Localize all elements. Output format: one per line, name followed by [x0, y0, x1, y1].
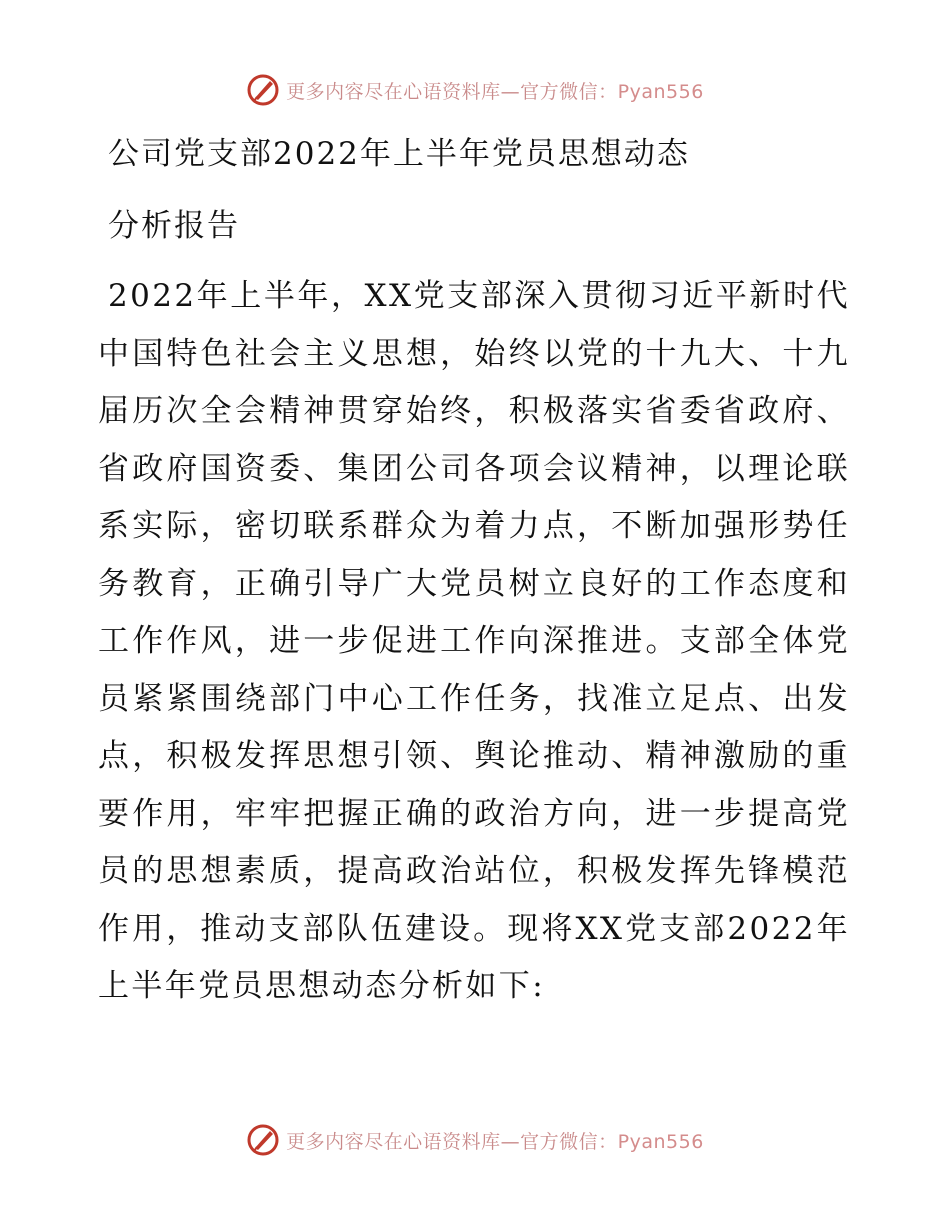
header-watermark: [0, 70, 950, 110]
document-body-paragraph: 2022年上半年，XX党支部深入贯彻习近平新时代中国特色社会主义思想，始终以党的十九大、十九届历次全会精神贯穿始终，积极落实省委省政府、省政府国资委、集团公司各项会议精神，以理论联系实际，密切联系群众为着力点，不断加强形势任务教育，正确引导广大党员树立良好的工作态度和工作作风，进一步促进工作向深推进。支部全体党员紧紧围绕部门中心工作任务，找准立足点、出发点，积极发挥思想引领、舆论推动、精神激励的重要作用，牢牢把握正确的政治方向，进一步提高党员的思想素质，提高政治站位，积极发挥先锋模范作用，推动支部队伍建设。现将XX党支部2022年上半年党员思想动态分析如下:: [98, 278, 850, 1004]
document-title-line-2: 分析报告: [108, 208, 240, 244]
footer-watermark: [0, 1120, 950, 1160]
watermark-text: 更多内容尽在心语资料库—官方微信：Pyan556: [286, 1130, 704, 1153]
watermark-text: 更多内容尽在心语资料库—官方微信：Pyan556: [286, 80, 704, 103]
document-title-line-1: 公司党支部2022年上半年党员思想动态: [108, 136, 690, 172]
feather-pen-circle-icon: [246, 1123, 280, 1157]
feather-pen-circle-icon: [246, 73, 280, 107]
watermark-wechat-id: Pyan556: [617, 80, 704, 103]
watermark-wechat-id: Pyan556: [617, 1130, 704, 1153]
